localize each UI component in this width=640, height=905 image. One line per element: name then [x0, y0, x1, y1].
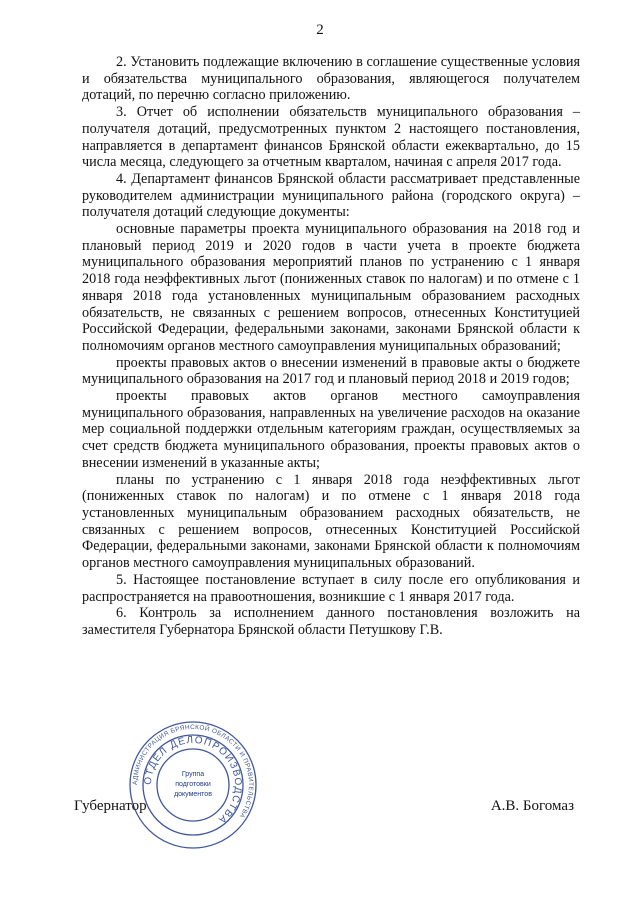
document-body [82, 54, 580, 639]
paragraph-4-item-social-acts: проекты правовых актов органов местного самоуправления муниципального образования, направленных на увеличение расходов на оказание мер социальной поддержки отдельным категориям граждан, осуществляемых за счет средств бюджета муниципального образования, проекты правовых актов о внесении изменений в указанные акты; [82, 388, 580, 471]
paragraph-4-item-budget-acts: проекты правовых актов о внесении изменений в правовые акты о бюджете муниципального образования на 2017 год и плановый период 2018 и 2019 годов; [82, 354, 580, 388]
stamp-outer-text: АДМИНИСТРАЦИЯ БРЯНСКОЙ ОБЛАСТИ И ПРАВИТЕЛЬСТВА [131, 723, 255, 820]
stamp-graphic [128, 720, 258, 850]
paragraph-4: 4. Департамент финансов Брянской области рассматривает представленные руководителем администрации муниципального района (городского округа) – получателя дотаций следующие документы: [82, 170, 580, 221]
paragraph-4-item-plans: планы по устранению с 1 января 2018 года неэффективных льгот (пониженных ставок по налогам) и по отмене с 1 января 2018 года установленных муниципальным образованием расходных обязательств, не связанных с решением вопросов, отнесенных Конституцией Российской Федерации, федеральными законами, законами Брянской области к полномочиям органов местного самоуправления муниципальных образований. [82, 471, 580, 572]
paragraph-5: 5. Настоящее постановление вступает в силу после его опубликования и распространяется на правоотношения, возникшие с 1 января 2017 года. [82, 571, 580, 605]
paragraph-4-item-parameters: основные параметры проекта муниципального образования на 2018 год и плановый период 2019 и 2020 годов в части учета в проекте бюджета муниципального образования мероприятий планов по устранению с 1 января 2018 года неэффективных льгот (пониженных ставок по налогам) и по отмене с 1 января 2018 года установленных муниципальным образованием расходных обязательств, не связанных с решением вопросов, отнесенных Конституцией Российской Федерации, федеральными законами, законами Брянской области к полномочиям органов местного самоуправления муниципальных образований; [82, 221, 580, 354]
stamp-ring-text: ОТДЕЛ ДЕЛОПРОИЗВОДСТВА [142, 734, 244, 826]
paragraph-2: 2. Установить подлежащие включению в соглашение существенные условия и обязательства муниципального образования, являющегося получателем дотаций, по перечню согласно приложению. [82, 54, 580, 104]
paragraph-6: 6. Контроль за исполнением данного постановления возложить на заместителя Губернатора Брянской области Петушкову Г.В. [82, 605, 580, 638]
signatory-title: Губернатор [74, 798, 147, 814]
office-stamp [128, 720, 258, 850]
stamp-center-line-2: подготовки [175, 781, 211, 788]
paragraph-3: 3. Отчет об исполнении обязательств муниципального образования – получателя дотаций, предусмотренных пунктом 2 настоящего постановления, направляется в департамент финансов Брянской области ежеквартально, до 15 числа месяца, следующего за отчетным кварталом, начиная с апреля 2017 года. [82, 104, 580, 171]
signatory-name: А.В. Богомаз [490, 798, 574, 814]
stamp-center-line-3: документов [174, 791, 212, 798]
page-number: 2 [316, 22, 324, 38]
stamp-center-line-1: Группа [181, 771, 205, 778]
